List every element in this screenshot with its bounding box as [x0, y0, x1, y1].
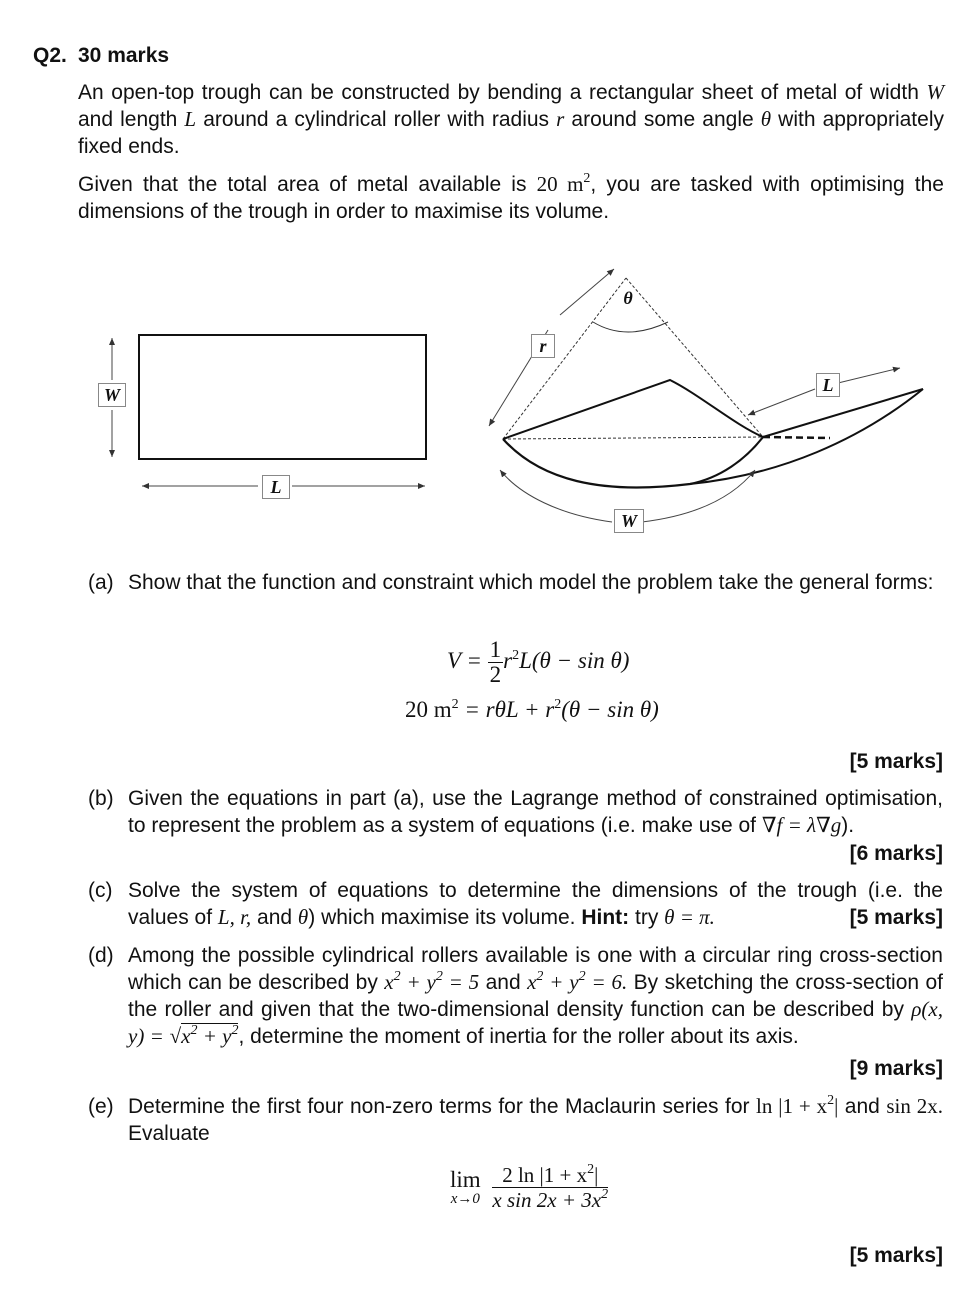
- flat-sheet-diagram: [112, 335, 426, 486]
- part-e-tag: (e): [88, 1095, 114, 1118]
- trough-width-arrow-left: [500, 470, 612, 522]
- part-c-tag: (c): [88, 879, 113, 902]
- sqrt-expression: $√x^2 + y^2$: [169, 1023, 239, 1048]
- trough-length-arrow-right: [838, 368, 900, 383]
- part-b: (b) Given the equations in part (a), use the Lagrange method of constrained optimisation, to represent the problem as a system of equations (i.e. make use of ∇f = λ∇g).: [88, 787, 943, 837]
- intro-paragraph-1: An open-top trough can be constructed by bending a rectangular sheet of metal of width W and length L around a cylindrical roller with radius r around some angle θ with appropriately fixed ends.: [78, 80, 945, 158]
- trough-width-arrow-right: [642, 470, 755, 522]
- radius-dashed-right: [626, 278, 763, 437]
- part-b-marks: [6 marks]: [849, 842, 943, 865]
- constraint-equation: 20 $m^2 = r\theta L + r^2(\theta - \sin \theta)$: [405, 697, 659, 722]
- trough-hidden-edge: [763, 437, 830, 438]
- metal-sheet-rectangle: [139, 335, 426, 459]
- intro-paragraph-2: Given that the total area of metal available is 20 $m^2$, you are tasked with optimising the dimensions of the trough in order to maximise its volume.: [78, 171, 944, 223]
- part-c: (c) Solve the system of equations to determine the dimensions of the trough (i.e. the values of L, r, and θ) which maximise its volume. Hint: try θ = π.: [88, 879, 943, 929]
- part-b-tag: (b): [88, 787, 114, 810]
- limit-expression: lim x→0 $\frac{2 \ln |1 + x^2|}{x \sin 2x + 3x^2}$: [450, 1162, 609, 1212]
- theta-label: θ: [623, 288, 633, 308]
- question-marks: 30 marks: [78, 44, 170, 67]
- part-d-tag: (d): [88, 944, 114, 967]
- radius-arrow-up: [560, 269, 614, 315]
- question-number: Q2.: [33, 44, 67, 67]
- part-a-tag: (a): [88, 571, 114, 594]
- part-e-marks: [5 marks]: [849, 1244, 943, 1267]
- part-a: [88, 569, 943, 596]
- part-a-marks: [5 marks]: [849, 750, 943, 773]
- volume-equation: V = $\frac{1}{2}$ $r^2L(\theta - \sin \theta)$: [447, 637, 630, 687]
- radius-dashed-left: [503, 278, 626, 439]
- trough-top-edge: [763, 389, 923, 437]
- trough-back-edge: [503, 380, 763, 439]
- theta-angle-arc: [593, 322, 668, 332]
- trough-length-arrow-left: [748, 389, 815, 415]
- part-c-marks: [5 marks]: [849, 906, 943, 929]
- radius-label: r: [531, 334, 555, 358]
- trough-diagram: [489, 269, 923, 522]
- trough-length-label: L: [816, 373, 840, 397]
- chord-dashed: [503, 437, 763, 439]
- part-e: (e) Determine the first four non-zero terms for the Maclaurin series for $\ln |1 + x^2|$ and sin 2x. Evaluate: [88, 1093, 943, 1145]
- sheet-width-label: W: [98, 383, 126, 407]
- part-d-marks: [9 marks]: [849, 1057, 943, 1080]
- part-d: (d) Among the possible cylindrical rollers available is one with a circular ring cross-section which can be described by $x^2 + y^2 = 5$ and $x^2 + y^2 = 6$. By sketching the cross-section of the roller and given that the two-dimensional density function can be described by ρ(x, $y) = √x^2 + y^2$, determine the moment of inertia for the roller about its axis.: [88, 944, 943, 1048]
- sheet-length-label: L: [262, 475, 290, 499]
- part-a-text: Show that the function and constraint which model the problem take the general forms:: [128, 571, 934, 594]
- trough-width-label: W: [614, 509, 644, 533]
